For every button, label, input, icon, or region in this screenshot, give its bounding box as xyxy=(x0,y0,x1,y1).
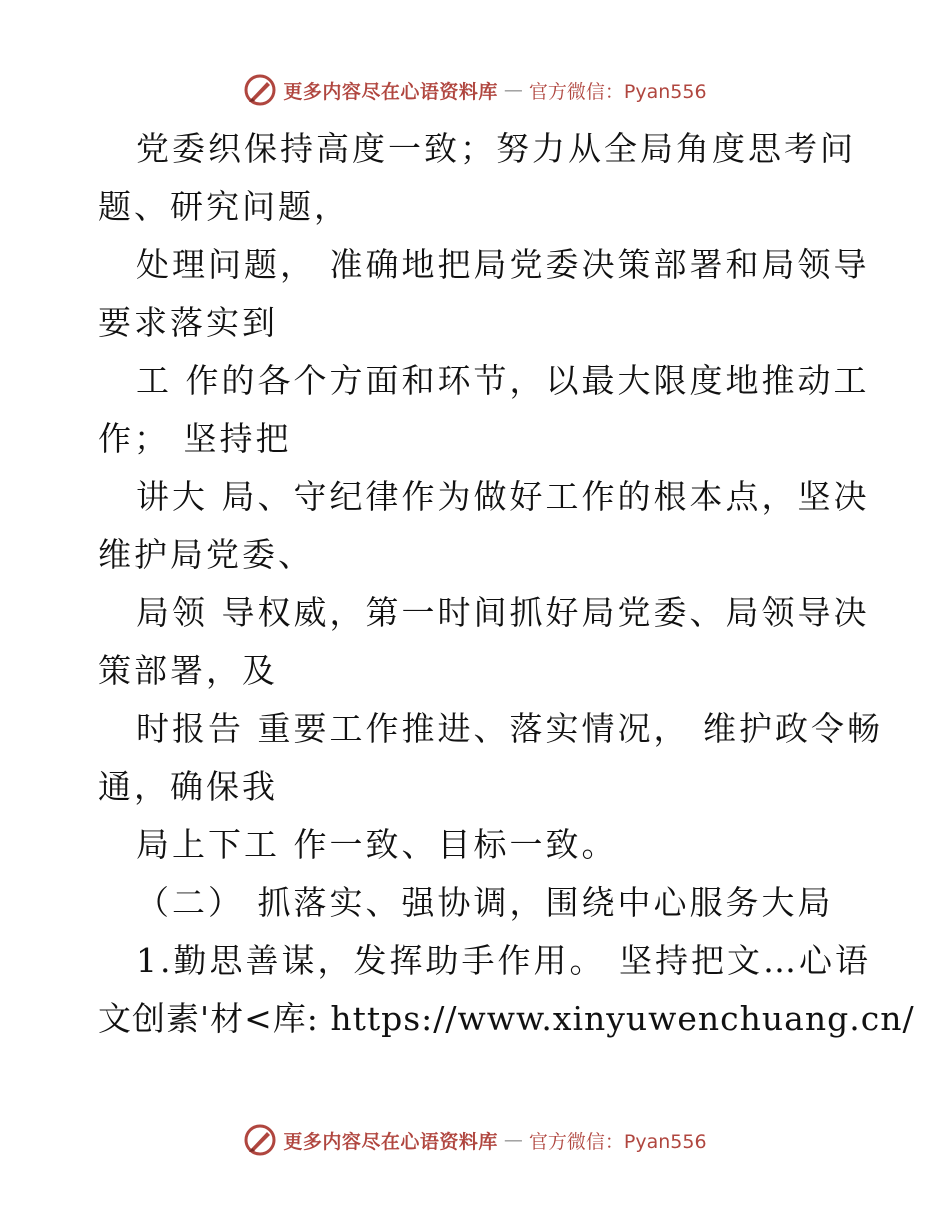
body-line: 题、研究问题， xyxy=(98,187,350,226)
banner-site-text: 更多内容尽在心语资料库 xyxy=(283,1130,498,1153)
quill-pen-logo-icon xyxy=(243,73,277,107)
quill-pen-logo-icon xyxy=(243,1123,277,1157)
source-url-line: 文创素'材<库: https://www.xinyuwenchuang.cn/ xyxy=(98,999,915,1038)
body-line: 处理问题， 准确地把局党委决策部署和局领导 xyxy=(136,245,870,284)
body-line: 策部署，及 xyxy=(98,651,278,690)
body-line: 局上下工 作一致、目标一致。 xyxy=(136,825,618,864)
banner-separator: — xyxy=(503,1129,523,1151)
body-line: 讲大 局、守纪律作为做好工作的根本点，坚决 xyxy=(136,477,870,516)
body-line: 局领 导权威，第一时间抓好局党委、局领导决 xyxy=(136,593,870,632)
body-line: 1.勤思善谋，发挥助手作用。 坚持把文…心语 xyxy=(136,941,871,980)
body-line: 时报告 重要工作推进、落实情况， 维护政令畅 xyxy=(136,709,883,748)
body-line: 作； 坚持把 xyxy=(98,419,292,458)
body-line: 工 作的各个方面和环节，以最大限度地推动工 xyxy=(136,361,870,400)
body-line: 维护局党委、 xyxy=(98,535,314,574)
banner-separator: — xyxy=(503,79,523,101)
body-line: 党委织保持高度一致；努力从全局角度思考问 xyxy=(136,129,856,168)
document-body xyxy=(98,120,915,1048)
header-banner xyxy=(0,70,950,110)
banner-wechat-text: 官方微信：Pyan556 xyxy=(528,1130,707,1153)
banner-site-text: 更多内容尽在心语资料库 xyxy=(283,80,498,103)
banner-wechat-text: 官方微信：Pyan556 xyxy=(528,80,707,103)
body-line: 通，确保我 xyxy=(98,767,278,806)
section-heading: （二） 抓落实、强协调，围绕中心服务大局 xyxy=(136,883,834,922)
footer-banner xyxy=(0,1120,950,1160)
body-line: 要求落实到 xyxy=(98,303,278,342)
